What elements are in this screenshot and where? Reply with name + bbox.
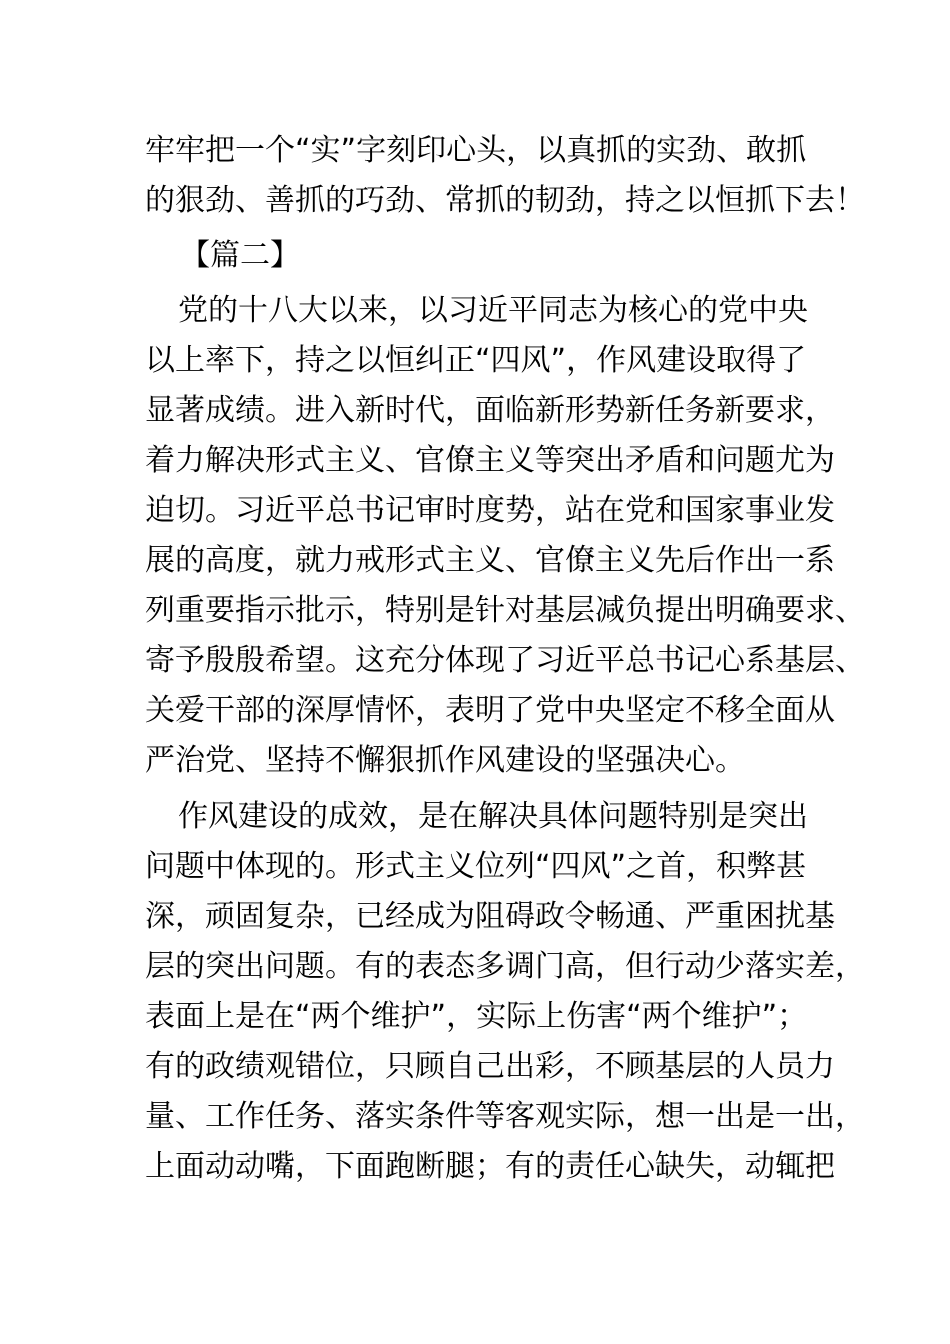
paragraph-1-line-1: 党的十八大以来，以习近平同志为核心的党中央 [178, 293, 808, 328]
paragraph-1-line-7: 列重要指示批示，特别是针对基层减负提出明确要求、 [145, 593, 865, 628]
paragraph-2-line-2: 问题中体现的。形式主义位列“四风”之首，积弊甚 [145, 849, 807, 884]
paragraph-2-line-3: 深，顽固复杂，已经成为阻碍政令畅通、严重困扰基 [145, 899, 835, 934]
paragraph-1-line-6: 展的高度，就力戒形式主义、官僚主义先后作出一系 [145, 543, 835, 578]
section-heading: 【篇二】 [180, 238, 300, 273]
paragraph-1-line-9: 关爱干部的深厚情怀，表明了党中央坚定不移全面从 [145, 693, 835, 728]
paragraph-1-line-5: 迫切。习近平总书记审时度势，站在党和国家事业发 [145, 493, 835, 528]
paragraph-2-line-8: 上面动动嘴，下面跑断腿；有的责任心缺失，动辄把 [145, 1149, 835, 1184]
paragraph-2-line-4: 层的突出问题。有的表态多调门高，但行动少落实差， [145, 949, 865, 984]
paragraph-1-line-4: 着力解决形式主义、官僚主义等突出矛盾和问题尤为 [145, 443, 835, 478]
paragraph-2-line-1: 作风建设的成效，是在解决具体问题特别是突出 [178, 799, 808, 834]
paragraph-1-line-3: 显著成绩。进入新时代，面临新形势新任务新要求， [145, 393, 835, 428]
paragraph-1-line-8: 寄予殷殷希望。这充分体现了习近平总书记心系基层、 [145, 643, 865, 678]
paragraph-2-line-6: 有的政绩观错位，只顾自己出彩，不顾基层的人员力 [145, 1049, 835, 1084]
text-line-2: 的狠劲、善抓的巧劲、常抓的韧劲，持之以恒抓下去！ [145, 183, 865, 218]
paragraph-2-line-5: 表面上是在“两个维护”，实际上伤害“两个维护”； [145, 999, 808, 1034]
paragraph-1-line-10: 严治党、坚持不懈狠抓作风建设的坚强决心。 [145, 743, 745, 778]
paragraph-2-line-7: 量、工作任务、落实条件等客观实际，想一出是一出， [145, 1099, 865, 1134]
paragraph-1-line-2: 以上率下，持之以恒纠正“四风”，作风建设取得了 [145, 343, 807, 378]
text-line-1: 牢牢把一个“实”字刻印心头，以真抓的实劲、敢抓 [145, 133, 807, 168]
